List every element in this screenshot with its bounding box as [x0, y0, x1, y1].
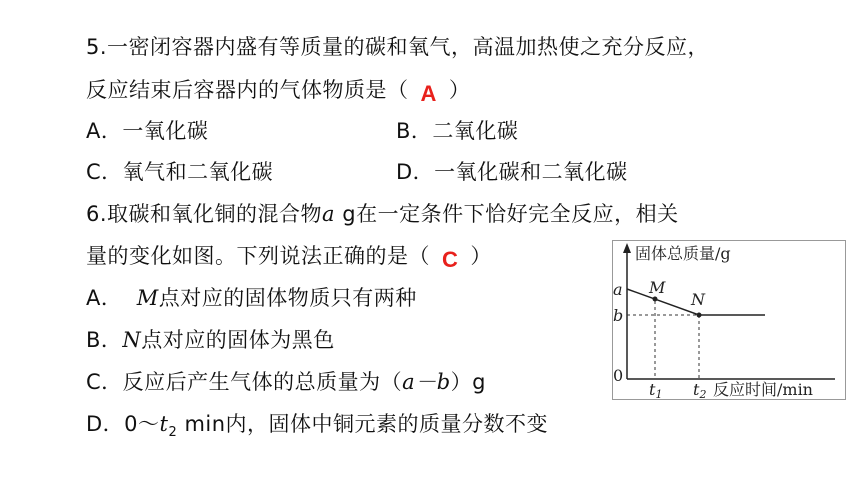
y-axis-label: 固体总质量/g — [635, 244, 731, 263]
q6-option-c: C．反应后产生气体的总质量为（a－b）g — [86, 370, 486, 394]
q5-option-c: C．氧气和二氧化碳 — [86, 160, 274, 184]
q5-options-row1 — [86, 117, 519, 145]
q5-option-d: D．一氧化碳和二氧化碳 — [396, 160, 628, 184]
x-axis-label: 反应时间/min — [713, 380, 813, 399]
graph-svg — [613, 241, 845, 399]
tick-t1: t1 — [649, 380, 663, 399]
point-m — [653, 297, 658, 302]
tick-a: a — [613, 280, 623, 299]
q5-stem-line2: 反应结束后容器内的气体物质是（ A ） — [86, 78, 471, 106]
label-m: M — [649, 278, 666, 297]
q5-options-row2 — [86, 158, 628, 186]
q5-stem-line1: 5.一密闭容器内盛有等质量的碳和氧气，高温加热使之充分反应， — [86, 35, 710, 59]
point-n — [697, 313, 702, 318]
label-n: N — [691, 290, 705, 309]
q5-option-a: A．一氧化碳 — [86, 119, 209, 143]
q5-option-b: B．二氧化碳 — [396, 119, 519, 143]
q6-option-a: A． M点对应的固体物质只有两种 — [86, 286, 417, 310]
q6-answer: C — [442, 247, 459, 272]
mass-time-graph — [612, 240, 846, 400]
y-axis-arrow — [623, 243, 631, 253]
q5-answer: A — [420, 81, 437, 106]
origin-label: 0 — [613, 366, 624, 385]
q6-option-b: B．N点对应的固体为黑色 — [86, 328, 335, 352]
tick-t2: t2 — [693, 380, 707, 399]
q6-stem-line2: 量的变化如图。下列说法正确的是（ C ） — [86, 244, 492, 272]
q6-stem-line1: 6.取碳和氧化铜的混合物a g在一定条件下恰好完全反应，相关 — [86, 202, 679, 226]
q6-option-d: D．$0\sim t_2$ min内，固体中铜元素的质量分数不变 — [86, 412, 549, 441]
tick-b: b — [613, 306, 624, 325]
